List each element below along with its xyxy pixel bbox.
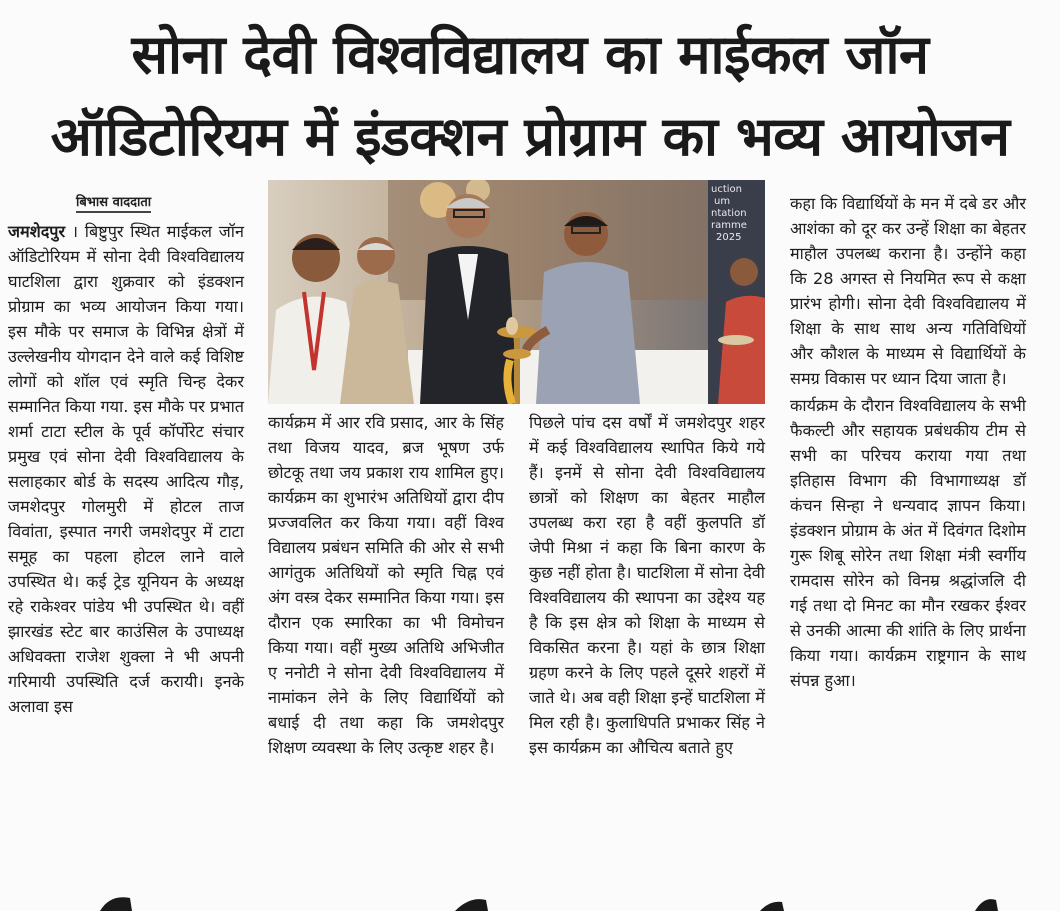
svg-text:ntation: ntation xyxy=(711,208,747,219)
column-2-text: कार्यक्रम में आर रवि प्रसाद, आर के सिंह तथा विजय यादव, ब्रज भूषण उर्फ छोटकू तथा जय प्रकाश राय शामिल हुए। कार्यक्रम का शुभारंभ अतिथियों द्वारा दीप प्रज्जवलित कर किया गया। वहीं विश्व विद्यालय प्रबंधन समिति की ओर से सभी आगंतुक अतिथियों को स्मृति चिह्न एवं अंग वस्त्र देकर सम्मानित किया गया। इस दौरान एक स्मारिका का भी विमोचन किया गया। वहीं मुख्य अतिथि अभिजीत ए ननोटी ने सोना देवी विश्वविद्यालय में नामांकन लेने के लिए विद्यार्थियों को बधाई दी तथा कहा कि जमशेदपुर शिक्षण व्यवस्था के लिए उत्कृष्ट शहर है। xyxy=(268,413,504,757)
svg-text:ramme: ramme xyxy=(711,220,747,231)
next-headline-cutoff xyxy=(0,892,1060,911)
dateline: जमशेदपुर xyxy=(8,222,66,241)
column-4-paragraph-2: कार्यक्रम के दौरान विश्वविद्यालय के सभी फैकल्टी और सहायक प्रबंधकीय टीम से सभी का परिचय कराया गया तथा इतिहास विभाग की विभागाध्यक्ष डॉ कंचन सिन्हा ने धन्यवाद ज्ञापन किया। इंडक्शन प्रोग्राम के अंत में दिवंगत दिशोम गुरू शिबू सोरेन तथा शिक्षा मंत्री स्वर्गीय रामदास सोरेन को विनम्र श्रद्धांजलि दी गई तथा दो मिनट का मौन रखकर ईश्वर से उनकी आत्मा की शांति के लिए प्रार्थना किया गया। कार्यक्रम राष्ट्रगान के साथ संपन्न हुआ। xyxy=(790,396,1026,690)
event-photo xyxy=(268,180,765,404)
column-1-text: । बिष्टुपुर स्थित माईकल जॉन ऑडिटोरियम में सोना देवी विश्वविद्यालय घाटशिला द्वारा शुक्रवार को इंडक्शन प्रोग्राम का भव्य आयोजन किया गया। इस मौके पर समाज के विभिन्न क्षेत्रों में उल्लेखनीय योगदान देने वाले कई विशिष्ट लोगों को शॉल एवं स्मृति चिन्ह देकर सम्मानित किया गया. इस मौके पर प्रभात शर्मा टाटा स्टील के पूर्व कॉर्पोरेट संचार प्रमुख एवं सोना देवी विश्वविद्यालय के सलाहकार बोर्ड के सदस्य आदित्य गौड़, जमशेदपुर गोलमुरी में होटल ताज विवांता, इस्पात नगरी जमशेदपुर में टाटा समूह का पहला होटल लाने वाले उपस्थित थे। कई ट्रेड यूनियन के अध्यक्ष रहे राकेश्वर पांडेय भी उपस्थित थे। वहीं झारखंड स्टेट बार काउंसिल के उपाध्यक्ष अधिवक्ता राजेश शुक्ला ने भी अपनी गरिमायी उपस्थिति दर्ज करायी। इनके अलावा इस xyxy=(8,222,244,716)
svg-text:uction: uction xyxy=(711,184,742,195)
svg-text:um: um xyxy=(714,196,731,207)
headline-line-1: सोना देवी विश्वविद्यालय का माईकल जॉन xyxy=(131,23,929,86)
article-column-4 xyxy=(790,191,1026,693)
column-3-text: पिछले पांच दस वर्षों में जमशेदपुर शहर में कई विश्वविद्यालय स्थापित किये गये हैं। इनमें से सोना देवी विश्वविद्यालय छात्रों को शिक्षण का बेहतर माहौल उपलब्ध करा रहा है वहीं कुलपति डॉ जेपी मिश्रा नं कहा कि बिना कारण के कुछ नहीं होता है। घाटशिला में सोना देवी विश्वविद्यालय की स्थापना का उद्देश्य यह है कि इस क्षेत्र को शिक्षा के माध्यम से विकसित करना है। यहां के छात्र शिक्षा ग्रहण करने के लिए पहले दूसरे शहरों में जाते थे। अब वही शिक्षा इन्हें घाटशिला में मिल रही है। कुलाधिपति प्रभाकर सिंह ने इस कार्यक्रम का औचित्य बताते हुए xyxy=(529,413,765,757)
article-column-2 xyxy=(268,410,504,760)
headline-line-2: ऑडिटोरियम में इंडक्शन प्रोग्राम का भव्य आयोजन xyxy=(50,105,1010,168)
lamp-lighting-photo xyxy=(268,180,765,404)
article-column-3 xyxy=(529,410,765,760)
byline: बिभास वाददाता xyxy=(76,192,151,213)
article-column-1 xyxy=(8,219,244,719)
svg-text:2025: 2025 xyxy=(716,232,742,243)
column-4-paragraph-1: कहा कि विद्यार्थियों के मन में दबे डर और आशंका को दूर कर उन्हें शिक्षा का बेहतर माहौल उपलब्ध कराना है। उन्होंने कहा कि 28 अगस्त से नियमित रूप से कक्षा प्रारंभ होगी। सोना देवी विश्वविद्यालय में शिक्षा के साथ साथ अन्य गतिविधियों और कौशल के माध्यम से विद्यार्थियों के समग्र विकास पर ध्यान दिया जाता है। xyxy=(790,194,1026,388)
